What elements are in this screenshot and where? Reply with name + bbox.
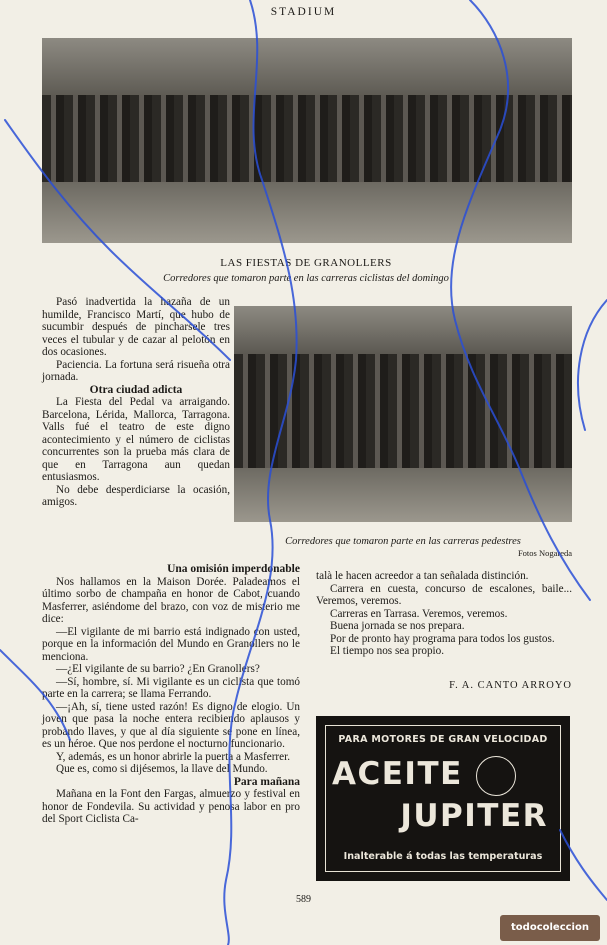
paragraph: El tiempo nos sea propio.: [330, 645, 445, 657]
paragraph: No debe desperdiciarse la ocasión, amigos.: [42, 483, 230, 508]
author-signature: F. A. CANTO ARROYO: [449, 680, 572, 691]
page-header: STADIUM: [270, 6, 337, 18]
paragraph: Que es, como si dijésemos, la llave del Mundo.: [56, 763, 268, 775]
ad-line-2: ACEITE: [332, 756, 463, 792]
photo-credit: Fotos Nogareda: [517, 548, 572, 558]
paragraph: —¡Ah, sí, tiene usted razón! Es digno de elogio. Un joven que pasa la noche entera recibiendo aplausos y probando llaves, y que al día siguiente se pone en línea, es un héroe. Que nos perdone el nocturno funcionario.: [42, 700, 300, 750]
paragraph: Mañana en la Font den Fargas, almuerzo y festival en honor de Fondevila. Su actividad y penosa labor en pro del Sport Ciclista Ca-: [42, 788, 300, 825]
paragraph: Buena jornada se nos prepara.: [330, 620, 465, 632]
paragraph: Pasó inadvertida la hazaña de un humilde, Francisco Martí, que hubo de sucumbir después de pincharsele tres veces el tubular y de cazar al pelotón en dos ocasiones.: [42, 296, 230, 358]
photo-caption-subtitle: Corredores que tomaron parte en las carreras ciclistas del domingo: [163, 273, 449, 284]
ad-line-3: JUPITER: [400, 798, 548, 834]
paragraph: —¿El vigilante de su barrio? ¿En Granollers?: [56, 663, 260, 675]
photo-caption-title: LAS FIESTAS DE GRANOLLERS: [220, 257, 392, 269]
ad-line-4: Inalterable á todas las temperaturas: [343, 851, 543, 862]
paragraph: Paciencia. La fortuna será risueña otra jornada.: [42, 358, 230, 383]
section-heading: Una omisión imperdonable: [167, 563, 300, 575]
ad-line-1: PARA MOTORES DE GRAN VELOCIDAD: [338, 734, 548, 745]
page-number: 589: [296, 894, 311, 905]
paragraph: Nos hallamos en la Maison Dorée. Paladeamos el último sorbo de champaña en honor de Cabot, cuando Masferrer, asiéndome del brazo, con voz de misterio me dice:: [42, 575, 300, 625]
section-heading: Otra ciudad adicta: [89, 383, 183, 396]
paragraph: Carrera en cuesta, concurso de escalones, baile... Veremos, veremos.: [316, 582, 572, 607]
paragraph: La Fiesta del Pedal va arraigando. Barcelona, Lérida, Mallorca, Tarragona. Valls fué el teatro de este digno acontecimiento y el número de ciclistas concurrentes son la prueba más clara de que en Tarragona aun quedan entusiasmos.: [42, 396, 230, 483]
watermark-badge: todocoleccion: [500, 915, 600, 941]
photo-caption: Corredores que tomaron parte en las carreras pedestres: [285, 536, 521, 547]
paragraph: —El vigilante de mi barrio está indignado con usted, porque en la información del Mundo en Granollers no le menciona.: [42, 625, 300, 663]
paragraph: talà le hacen acreedor a tan señalada distinción.: [316, 570, 529, 582]
paragraph: Y, además, es un honor abrirle la puerta a Masferrer.: [56, 750, 291, 763]
section-heading: Para mañana: [233, 775, 300, 788]
paragraph: —Sí, hombre, sí. Mi vigilante es un ciclista que tomó parte en la carrera; se llama Ferrando.: [42, 675, 300, 700]
paragraph: Carreras en Tarrasa. Veremos, veremos.: [330, 607, 508, 620]
paragraph: Por de pronto hay programa para todos los gustos.: [330, 632, 555, 645]
